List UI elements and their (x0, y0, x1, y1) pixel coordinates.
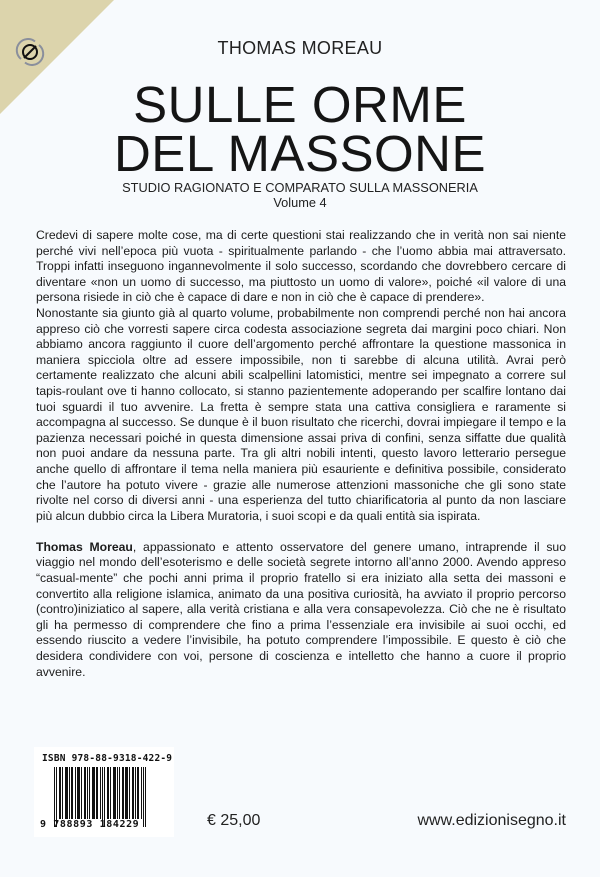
volume-label: Volume 4 (273, 195, 327, 210)
barcode-icon (54, 767, 166, 825)
title-line-1: SULLE ORME (133, 76, 467, 133)
author-name: THOMAS MOREAU (217, 38, 383, 58)
barcode-digits: 9 788893 184229 (40, 819, 140, 830)
blurb-paragraph-2: Nonostante sia giunto già al quarto volume, probabilmente non comprendi perché non hai ancora appreso ciò che vorresti sapere circa codesta associazione segreta dai margini poco chiari. Non abbiamo ancora raggiunto il cuore dell’argomento perché affrontare la questione massonica in maniera spicciola oltre ad essere impossibile, non ti sarebbe di alcuna utilità. Avrai però certamente realizzato che alcuni abili scalpellini latomistici, mentre sei impegnato a correre sul tapis-roulant ove ti hanno collocato, si stanno pazientemente adoperando per scalfire lontano dai tuoi sguardi il tuo avvenire. La fretta è sempre stata una cattiva consigliera e raramente si accompagna al successo. Se dunque è il buon risultato che ricerchi, dovrai impiegare il tempo e la pazienza necessari poiché in questa dimensione assai priva di confini, senza siffatte due qualità non puoi andare da nessuna parte. Tra gli altri nobili intenti, questo lavoro letterario persegue anche quello di affrontare il tema nella maniera più esauriente e definitiva possibile, considerato che l’autore ha potuto vivere - grazie alle numerose attenzioni massoniche che gli sono state rivolte nel corso di diversi anni - una esperienza del tutto chiarificatoria al punto da non lasciare più alcun dubbio circa la Libera Muratoria, i suoi scopi e da quali entità sia ispirata. (36, 305, 566, 523)
price: € 25,00 (207, 812, 261, 829)
isbn-barcode-box (34, 747, 174, 837)
blurb-paragraph-1: Credevi di sapere molte cose, ma di certe questioni stai realizzando che in verità non sai niente perché vivi nell’epoca più vuota - spiritualmente parlando - che l’uomo abbia mai attraversato. Troppi infatti inseguono ingannevolmente il solo successo, scordando che dovrebbero cercare di diventare «non un uomo di successo, ma piuttosto un uomo di valore», poiché «il valore di una persona risiede in ciò che è capace di dare e non in ciò che è capace di prendere». (36, 228, 566, 305)
book-subtitle (0, 180, 600, 210)
title-line-2: DEL MASSONE (113, 125, 487, 182)
author-bio (36, 540, 566, 680)
book-title (0, 76, 600, 182)
isbn-label: ISBN 978-88-9318-422-9 (42, 753, 173, 764)
author-bio-name: Thomas Moreau (36, 539, 133, 554)
blurb (36, 228, 566, 680)
publisher-website[interactable]: www.edizionisegno.it (417, 812, 566, 829)
subtitle-text: STUDIO RAGIONATO E COMPARATO SULLA MASSONERIA (122, 180, 478, 195)
author-bio-text: , appassionato e attento osservatore del genere umano, intraprende il suo viaggio nel mondo dell’esoterismo e delle società segrete intorno all’anno 2000. Avendo appreso “casual-mente” che pochi anni prima il proprio fratello si era iniziato alla setta dei massoni e convertito alla religione islamica, animato da una positiva curiosità, ha avviato il proprio percorso (contro)iniziatico al sapere, alla verità cristiana e alla vera consapevolezza. Ciò che ne è risultato gli ha permesso di comprendere che fino a prima l’essenziale era invisibile ai suoi occhi, ed essendo riuscito a vedere l’invisibile, ha potuto comprendere l’impossibile. E questo è ciò che desidera condividere con voi, persone di coscienza e intelletto che hanno a cuore il proprio avvenire. (36, 539, 566, 679)
